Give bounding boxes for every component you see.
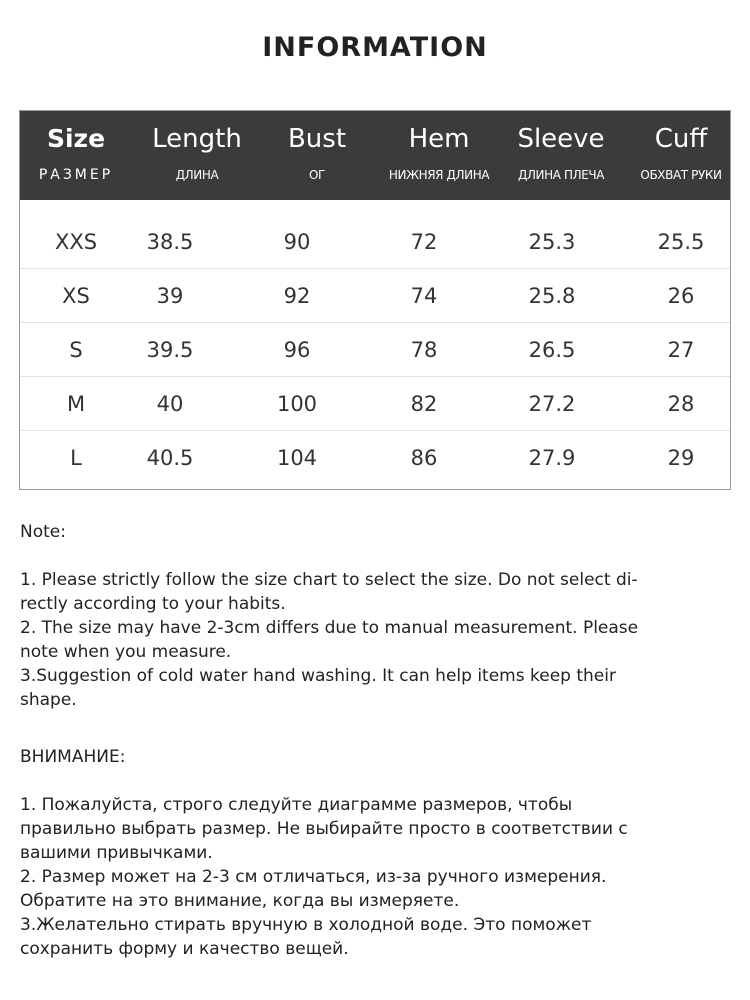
header-label: Size [46,124,106,153]
header-sublabel: ДЛИНА [175,168,219,182]
note-line: 3.Suggestion of cold water hand washing. It can help items keep their [20,666,616,686]
note-line: сохранить форму и качество вещей. [20,939,349,959]
cell-cuff: 27 [667,338,695,362]
cell-sleeve: 25.3 [528,230,576,254]
cell-hem: 72 [410,230,438,254]
header-sublabel: НИЖНЯЯ ДЛИНА [388,168,490,182]
page-title: INFORMATION [262,32,488,63]
table-row [20,215,730,269]
table-row [20,269,730,323]
cell-sleeve: 25.8 [528,284,576,308]
notes-heading: Note: [20,522,66,542]
header-label: Sleeve [517,124,605,154]
cell-hem: 74 [410,284,438,308]
cell-length: 38.5 [146,230,194,254]
header-label: Length [152,124,242,154]
cell-length: 40 [156,392,184,416]
note-line: 3.Желательно стирать вручную в холодной воде. Это поможет [20,915,592,935]
spacer [20,769,735,793]
notes-russian [20,745,735,961]
cell-bust: 104 [276,446,318,470]
cell-cuff: 26 [667,284,695,308]
cell-size: M [66,392,86,416]
header-label: Cuff [654,124,708,154]
header-size [20,111,132,200]
cell-size: XS [62,284,90,308]
cell-size: S [69,338,83,362]
notes-english [20,520,735,712]
header-sublabel: ОГ [309,168,325,182]
cell-size: L [70,446,82,470]
cell-cuff: 25.5 [657,230,705,254]
note-line: Обратите на это внимание, когда вы измеряете. [20,891,460,911]
note-line: 1. Please strictly follow the size chart to select the size. Do not select di- [20,570,638,590]
table-row [20,377,730,431]
header-sleeve [501,111,621,200]
note-line: 1. Пожалуйста, строго следуйте диаграмме размеров, чтобы [20,795,573,815]
cell-bust: 92 [283,284,311,308]
cell-sleeve: 27.9 [528,446,576,470]
header-sublabel: ДЛИНА ПЛЕЧА [517,168,605,182]
cell-sleeve: 27.2 [528,392,576,416]
header-hem [377,111,501,200]
cell-bust: 96 [283,338,311,362]
size-chart-table [19,110,731,490]
cell-length: 40.5 [146,446,194,470]
header-length [137,111,257,200]
cell-length: 39 [156,284,184,308]
note-line: правильно выбрать размер. Не выбирайте просто в соответствии с [20,819,628,839]
cell-bust: 90 [283,230,311,254]
cell-size: XXS [54,230,98,254]
cell-cuff: 28 [667,392,695,416]
cell-hem: 82 [410,392,438,416]
header-label: Hem [408,124,470,154]
cell-hem: 86 [410,446,438,470]
note-line: note when you measure. [20,642,232,662]
cell-sleeve: 26.5 [528,338,576,362]
header-cuff [621,111,741,200]
cell-length: 39.5 [146,338,194,362]
note-line: rectly according to your habits. [20,594,286,614]
note-line: вашими привычками. [20,843,213,863]
table-header [20,111,730,200]
cell-cuff: 29 [667,446,695,470]
table-row [20,323,730,377]
header-label: Bust [287,124,347,154]
cell-bust: 100 [276,392,318,416]
note-line: 2. Размер может на 2-3 см отличаться, из-за ручного измерения. [20,867,607,887]
note-line: 2. The size may have 2-3cm differs due to manual measurement. Please [20,618,639,638]
cell-hem: 78 [410,338,438,362]
header-sublabel: ОБХВАТ РУКИ [640,168,722,182]
spacer [20,544,735,568]
header-sublabel: РАЗМЕР [38,167,114,183]
note-line: shape. [20,690,77,710]
notes-heading: ВНИМАНИЕ: [20,747,126,767]
table-row [20,431,730,485]
header-bust [257,111,377,200]
